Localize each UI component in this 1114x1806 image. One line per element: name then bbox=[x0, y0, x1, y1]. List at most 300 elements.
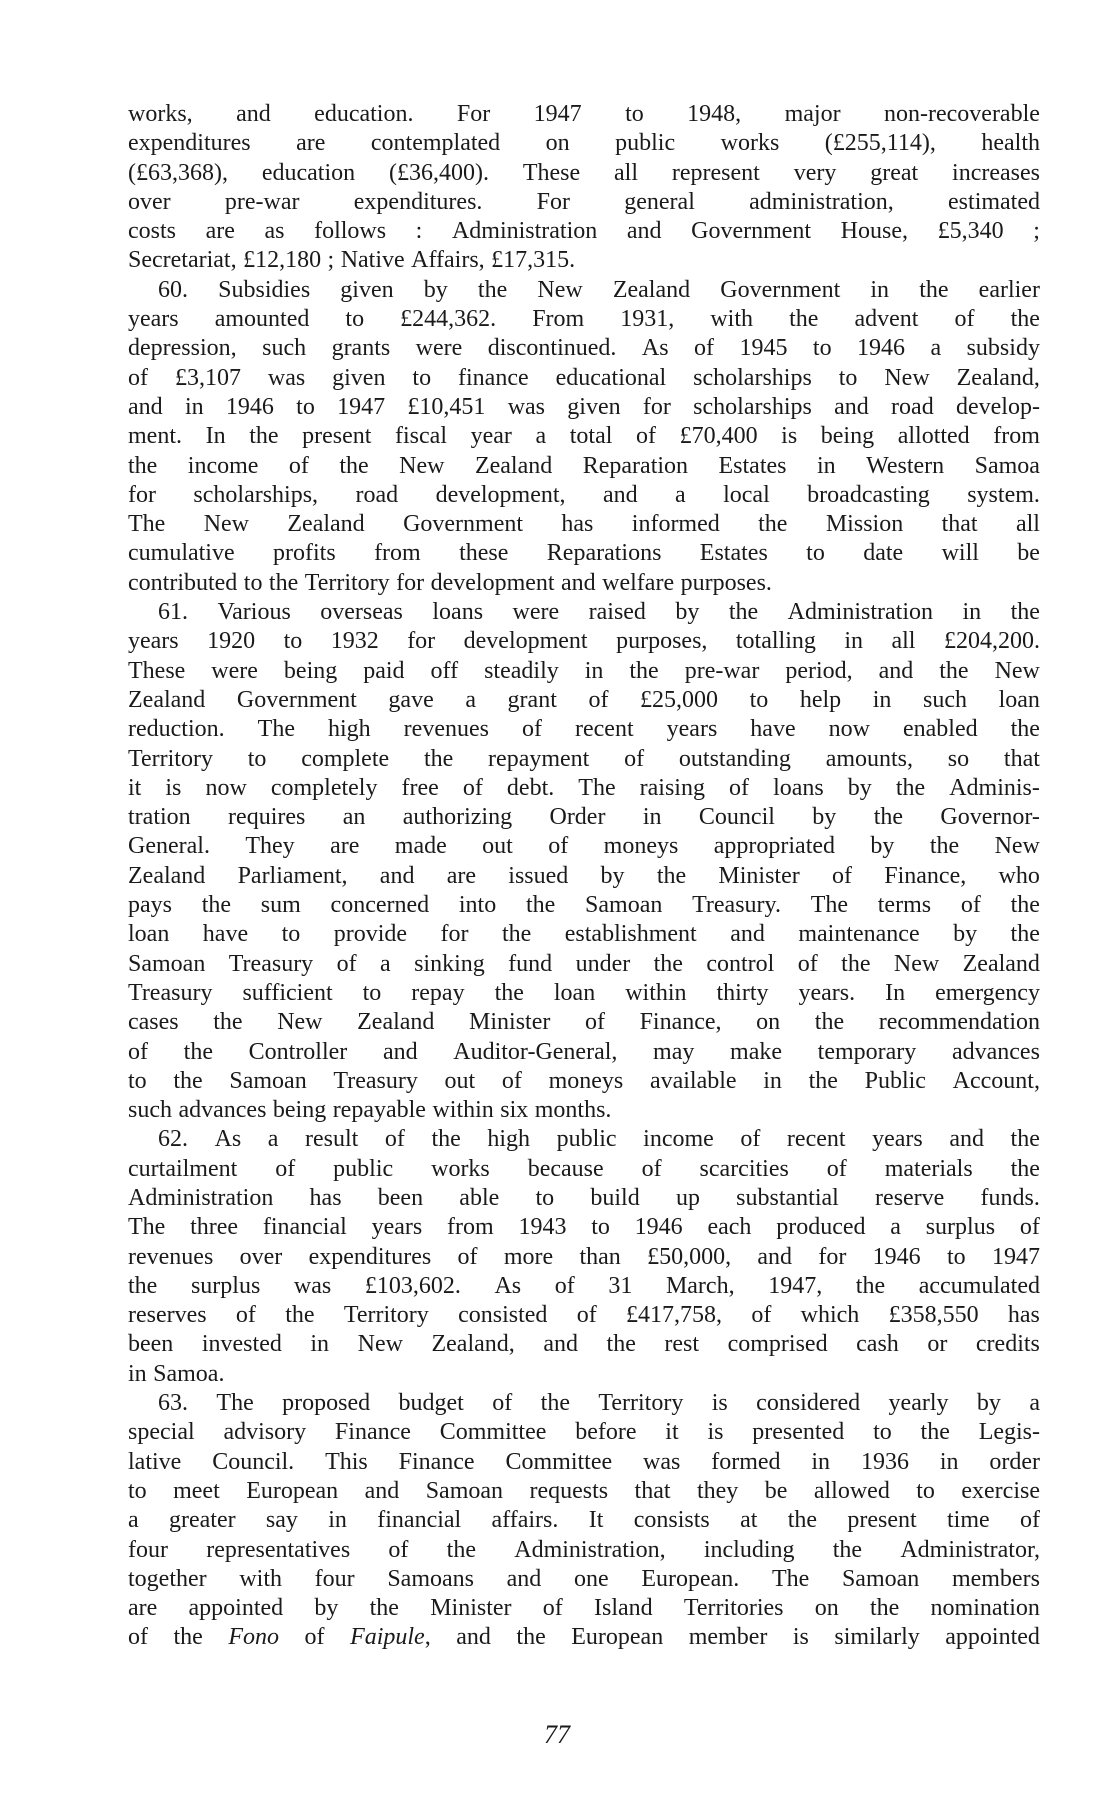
word: the bbox=[339, 452, 369, 479]
word: to bbox=[806, 540, 825, 567]
word: These bbox=[128, 657, 186, 684]
word: fiscal bbox=[395, 423, 447, 450]
word: of bbox=[1020, 1507, 1040, 1534]
word: European. bbox=[641, 1565, 740, 1592]
word: The bbox=[771, 1565, 810, 1592]
word: issued bbox=[508, 862, 569, 889]
word: in bbox=[844, 628, 864, 655]
text-line bbox=[128, 1536, 1040, 1565]
word: 63. bbox=[158, 1390, 188, 1417]
text-line bbox=[128, 950, 1040, 979]
word: very bbox=[793, 159, 837, 186]
word: £358,550 bbox=[888, 1302, 979, 1329]
word: in bbox=[763, 1067, 782, 1094]
word: a bbox=[1029, 1390, 1040, 1417]
word: the bbox=[832, 1536, 863, 1563]
word: months. bbox=[534, 1097, 612, 1124]
word: in bbox=[584, 657, 604, 684]
word: tration bbox=[128, 804, 191, 831]
text-line bbox=[128, 1418, 1040, 1447]
word: representatives bbox=[206, 1536, 351, 1563]
word: Treasury. bbox=[692, 892, 781, 919]
word: surplus bbox=[190, 1272, 261, 1299]
word: For bbox=[456, 101, 491, 127]
word: Minister bbox=[718, 862, 800, 889]
word: 1920 bbox=[207, 628, 256, 655]
word: for bbox=[818, 1243, 847, 1270]
word: available bbox=[649, 1067, 737, 1094]
word: as bbox=[264, 218, 285, 245]
word: the bbox=[501, 921, 532, 948]
word: a bbox=[128, 1507, 139, 1534]
word: Subsidies bbox=[218, 276, 311, 303]
word: Samoan bbox=[128, 950, 206, 977]
word: by bbox=[976, 1390, 1001, 1417]
word: the bbox=[656, 862, 687, 889]
word: public bbox=[333, 1155, 394, 1182]
word: build bbox=[590, 1184, 640, 1211]
word: Administration, bbox=[514, 1536, 666, 1563]
word: They bbox=[245, 833, 295, 860]
word: financial bbox=[262, 1214, 347, 1241]
word: the bbox=[653, 950, 683, 977]
word: which bbox=[800, 1302, 860, 1329]
word: grants bbox=[331, 335, 391, 362]
word: reserve bbox=[875, 1184, 945, 1211]
word: the bbox=[841, 950, 871, 977]
word: a bbox=[930, 335, 942, 362]
word: are bbox=[446, 862, 477, 889]
word: Estates bbox=[718, 452, 787, 479]
word: the bbox=[808, 1067, 838, 1094]
word: Order bbox=[549, 804, 606, 831]
word: of bbox=[548, 833, 569, 860]
word: The bbox=[216, 1390, 254, 1417]
text-line bbox=[128, 1096, 1040, 1125]
word: (£63,368), bbox=[128, 159, 228, 186]
word: under bbox=[575, 950, 631, 977]
word: loan bbox=[128, 921, 170, 948]
word: comprised bbox=[727, 1331, 828, 1358]
word: rest bbox=[664, 1331, 700, 1358]
word: the bbox=[1010, 599, 1040, 626]
word: years bbox=[128, 628, 179, 655]
word: subsidy bbox=[966, 335, 1040, 362]
word: Finance bbox=[334, 1419, 411, 1446]
word: exercise bbox=[961, 1477, 1040, 1504]
word: are bbox=[205, 218, 235, 245]
word: member bbox=[688, 1624, 768, 1651]
word: they bbox=[696, 1477, 739, 1504]
word: the bbox=[1010, 921, 1040, 948]
word: four bbox=[314, 1565, 355, 1592]
word: It bbox=[588, 1507, 604, 1534]
word: complete bbox=[301, 745, 390, 772]
text-line bbox=[128, 1565, 1040, 1594]
word: were bbox=[211, 657, 258, 684]
word: scholarships, bbox=[193, 481, 319, 508]
word: loan bbox=[553, 979, 596, 1006]
word: six bbox=[500, 1097, 529, 1124]
text-line bbox=[128, 627, 1040, 656]
word: from bbox=[374, 540, 421, 567]
word: Zealand, bbox=[431, 1331, 515, 1358]
word: maintenance bbox=[798, 921, 920, 948]
word: Island bbox=[594, 1595, 653, 1622]
word: of bbox=[624, 745, 645, 772]
word: help bbox=[799, 686, 842, 713]
word: by bbox=[314, 1595, 339, 1622]
word: reduction. bbox=[128, 716, 225, 743]
word: of bbox=[751, 1302, 772, 1329]
word: £17,315. bbox=[491, 247, 576, 274]
word: advent bbox=[854, 306, 919, 333]
word: grant bbox=[507, 686, 557, 713]
word: proposed bbox=[282, 1390, 371, 1417]
word: the bbox=[787, 1507, 818, 1534]
word: Committee bbox=[439, 1419, 547, 1446]
word: Secretariat, bbox=[128, 247, 237, 274]
word: present bbox=[847, 1507, 917, 1534]
word: are bbox=[330, 833, 360, 860]
word: ; bbox=[1033, 218, 1040, 245]
word: Administration bbox=[128, 1184, 274, 1211]
word: the bbox=[540, 1390, 570, 1417]
word: Government bbox=[236, 686, 357, 713]
word: Council. bbox=[212, 1448, 295, 1475]
word: out bbox=[482, 833, 513, 860]
word: New bbox=[203, 511, 250, 538]
text-line bbox=[128, 891, 1040, 920]
word: recent bbox=[575, 716, 634, 743]
word: and bbox=[834, 393, 869, 420]
word: so bbox=[947, 745, 970, 772]
word: outstanding bbox=[678, 745, 791, 772]
word: health bbox=[981, 130, 1040, 157]
word: order bbox=[989, 1448, 1040, 1475]
word: Reparation bbox=[582, 452, 689, 479]
word: and bbox=[236, 101, 271, 127]
word: advances bbox=[951, 1038, 1040, 1065]
word: concerned bbox=[330, 892, 430, 919]
text-line bbox=[128, 715, 1040, 744]
word: in bbox=[816, 452, 836, 479]
word: in bbox=[872, 686, 892, 713]
word: the bbox=[173, 1624, 203, 1651]
word: by bbox=[600, 862, 625, 889]
word: Samoa. bbox=[153, 1360, 225, 1387]
word: consists bbox=[633, 1507, 710, 1534]
word: the bbox=[183, 1038, 213, 1065]
word: within bbox=[625, 979, 687, 1006]
word: amounted bbox=[214, 306, 310, 333]
word: was bbox=[293, 1272, 332, 1299]
word: high bbox=[327, 716, 371, 743]
word: a bbox=[267, 1126, 279, 1153]
word: considered bbox=[756, 1390, 861, 1417]
word: it bbox=[665, 1419, 679, 1446]
word: financial bbox=[377, 1507, 462, 1534]
word: repayable bbox=[332, 1097, 426, 1124]
word: off bbox=[430, 657, 459, 684]
word: 31 bbox=[608, 1272, 633, 1299]
word: more bbox=[503, 1243, 554, 1270]
word: The bbox=[128, 1214, 166, 1241]
word: revenues bbox=[403, 716, 489, 743]
word: 1948, bbox=[687, 101, 742, 127]
word: for bbox=[407, 628, 436, 655]
text-line bbox=[128, 1330, 1040, 1359]
word: of bbox=[826, 1155, 847, 1182]
word: appropriated bbox=[713, 833, 836, 860]
word: terms bbox=[877, 892, 932, 919]
word: of bbox=[304, 1624, 325, 1651]
word: the bbox=[285, 1302, 315, 1329]
word: New bbox=[994, 833, 1040, 860]
word: in bbox=[870, 276, 890, 303]
word: been bbox=[128, 1331, 174, 1358]
word: As bbox=[494, 1272, 522, 1299]
word: from bbox=[993, 423, 1040, 450]
word: given bbox=[332, 364, 386, 391]
word: estimated bbox=[948, 188, 1040, 215]
word: broadcasting bbox=[807, 481, 930, 508]
word: by bbox=[870, 833, 895, 860]
word: local bbox=[723, 481, 770, 508]
word: moneys bbox=[548, 1067, 624, 1094]
word: New bbox=[357, 1331, 403, 1358]
word: Governor- bbox=[940, 804, 1040, 831]
word: is bbox=[711, 1390, 728, 1417]
word: being bbox=[283, 657, 338, 684]
text-line bbox=[128, 188, 1040, 217]
word: high bbox=[487, 1126, 531, 1153]
word: able bbox=[459, 1184, 500, 1211]
word: repayment bbox=[488, 745, 590, 772]
word: New bbox=[399, 452, 445, 479]
word: it bbox=[128, 774, 142, 801]
word: on bbox=[545, 130, 570, 157]
word: these bbox=[459, 540, 509, 567]
word: are bbox=[128, 1595, 158, 1622]
word: to bbox=[749, 686, 769, 713]
word: been bbox=[377, 1184, 424, 1211]
word: £10,451 bbox=[407, 393, 486, 420]
word: Treasury bbox=[333, 1067, 418, 1094]
word: educational bbox=[555, 364, 667, 391]
word: repay bbox=[411, 979, 465, 1006]
word: follows bbox=[314, 218, 387, 245]
word: each bbox=[707, 1214, 752, 1241]
word: of bbox=[729, 774, 750, 801]
word: by bbox=[953, 921, 978, 948]
word: Finance bbox=[398, 1448, 475, 1475]
text-line bbox=[128, 217, 1040, 246]
word: works, bbox=[128, 101, 193, 127]
word: and bbox=[364, 1477, 400, 1504]
word: years bbox=[666, 716, 718, 743]
word: overseas bbox=[320, 599, 403, 626]
word: For bbox=[536, 188, 570, 215]
word: allotted bbox=[897, 423, 970, 450]
word: free bbox=[401, 774, 439, 801]
word: year bbox=[470, 423, 512, 450]
word: completely bbox=[270, 774, 378, 801]
word: on bbox=[814, 1595, 839, 1622]
word: amounts, bbox=[825, 745, 914, 772]
word: affairs. bbox=[491, 1507, 559, 1534]
text-line bbox=[128, 1448, 1040, 1477]
text-line bbox=[128, 1506, 1040, 1535]
word: income bbox=[187, 452, 259, 479]
word: the bbox=[873, 804, 904, 831]
word: that bbox=[634, 1477, 671, 1504]
text-line bbox=[128, 1038, 1040, 1067]
word: steadily bbox=[484, 657, 559, 684]
word: surplus bbox=[925, 1214, 996, 1241]
word: was bbox=[643, 1448, 681, 1475]
word: pays bbox=[128, 892, 172, 919]
word: £244,362. bbox=[400, 306, 497, 333]
word: and bbox=[456, 1624, 491, 1651]
word: the bbox=[525, 892, 556, 919]
word: March, bbox=[665, 1272, 735, 1299]
word: Treasury bbox=[228, 950, 314, 977]
word: of bbox=[128, 364, 148, 391]
word: in bbox=[184, 393, 204, 420]
word: recent bbox=[786, 1126, 846, 1153]
word: sufficient bbox=[242, 979, 333, 1006]
word: the bbox=[516, 1624, 546, 1651]
text-line bbox=[128, 1272, 1040, 1301]
word: Administration bbox=[451, 218, 598, 245]
word: to bbox=[535, 1184, 555, 1211]
word: who bbox=[998, 862, 1040, 889]
word: New bbox=[537, 276, 583, 303]
word: road bbox=[891, 393, 934, 420]
word: invested bbox=[201, 1331, 282, 1358]
word: to bbox=[283, 628, 303, 655]
word: because bbox=[527, 1155, 604, 1182]
word: Affairs, bbox=[411, 247, 485, 274]
word: Government bbox=[403, 511, 524, 538]
word: public bbox=[556, 1126, 617, 1153]
word: loans bbox=[432, 599, 484, 626]
word: Samoans bbox=[387, 1565, 474, 1592]
word: 1936 bbox=[860, 1448, 909, 1475]
word: was bbox=[267, 364, 306, 391]
word: four bbox=[128, 1536, 168, 1563]
word: scholarships bbox=[693, 364, 812, 391]
word: such bbox=[128, 1097, 172, 1124]
word: accumulated bbox=[918, 1272, 1040, 1299]
word: Samoan bbox=[841, 1565, 920, 1592]
word: Administrator, bbox=[900, 1536, 1040, 1563]
word: in bbox=[939, 1448, 959, 1475]
word: 1946 bbox=[872, 1243, 921, 1270]
word: Administration bbox=[787, 599, 933, 626]
word: in bbox=[310, 1331, 330, 1358]
word: made bbox=[394, 833, 447, 860]
word: Minister bbox=[430, 1595, 512, 1622]
word: £50,000, bbox=[647, 1243, 732, 1270]
word: a bbox=[380, 950, 391, 977]
word: General. bbox=[128, 833, 210, 860]
text-line bbox=[128, 1360, 1040, 1389]
word: say bbox=[265, 1507, 298, 1534]
word: As bbox=[214, 1126, 242, 1153]
word: the bbox=[1010, 1155, 1040, 1182]
word: loans bbox=[773, 774, 824, 801]
word: present bbox=[302, 423, 372, 450]
word: and bbox=[730, 921, 765, 948]
word: Various bbox=[217, 599, 291, 626]
word: one bbox=[573, 1565, 609, 1592]
word: by bbox=[423, 276, 448, 303]
text-line bbox=[128, 510, 1040, 539]
word: years bbox=[128, 306, 179, 333]
word: allowed bbox=[813, 1477, 890, 1504]
word: great bbox=[870, 159, 919, 186]
word: Territories bbox=[683, 1595, 784, 1622]
word: to bbox=[128, 1067, 147, 1094]
word: by bbox=[812, 804, 837, 831]
word: yearly bbox=[888, 1390, 949, 1417]
word: is bbox=[165, 774, 182, 801]
word: for bbox=[642, 393, 671, 420]
word: expenditures bbox=[128, 130, 251, 157]
word: establishment bbox=[564, 921, 697, 948]
text-line bbox=[128, 305, 1040, 334]
word: the bbox=[728, 599, 759, 626]
word: may bbox=[653, 1038, 695, 1065]
word: of bbox=[832, 862, 852, 889]
word: now bbox=[205, 774, 247, 801]
word: enabled bbox=[902, 716, 978, 743]
word: expenditures. bbox=[353, 188, 483, 215]
word: to bbox=[296, 393, 315, 420]
word: ; bbox=[327, 247, 335, 274]
word: development, bbox=[435, 481, 566, 508]
word: has bbox=[561, 511, 594, 538]
word: make bbox=[730, 1038, 783, 1065]
word: to bbox=[281, 921, 301, 948]
word: New bbox=[884, 364, 930, 391]
word: have bbox=[750, 716, 796, 743]
word: Samoan bbox=[229, 1067, 307, 1094]
word: The bbox=[578, 774, 616, 801]
text-line bbox=[128, 539, 1040, 568]
word: Zealand bbox=[287, 511, 365, 538]
word: within bbox=[432, 1097, 494, 1124]
word: all bbox=[1015, 511, 1040, 538]
word: is bbox=[781, 423, 798, 450]
word: years bbox=[371, 1214, 423, 1241]
text-line bbox=[128, 1213, 1040, 1242]
word: £25,000 bbox=[640, 686, 719, 713]
word: Territory bbox=[343, 1302, 429, 1329]
word: the bbox=[629, 657, 659, 684]
word: to bbox=[247, 745, 267, 772]
word: Zealand bbox=[474, 452, 553, 479]
word: Government bbox=[720, 276, 841, 303]
word: earlier bbox=[978, 276, 1040, 303]
word: is bbox=[792, 1624, 809, 1651]
word: advisory bbox=[223, 1419, 307, 1446]
word: provide bbox=[333, 921, 408, 948]
word: 1931, bbox=[620, 306, 675, 333]
word: has bbox=[1007, 1302, 1040, 1329]
